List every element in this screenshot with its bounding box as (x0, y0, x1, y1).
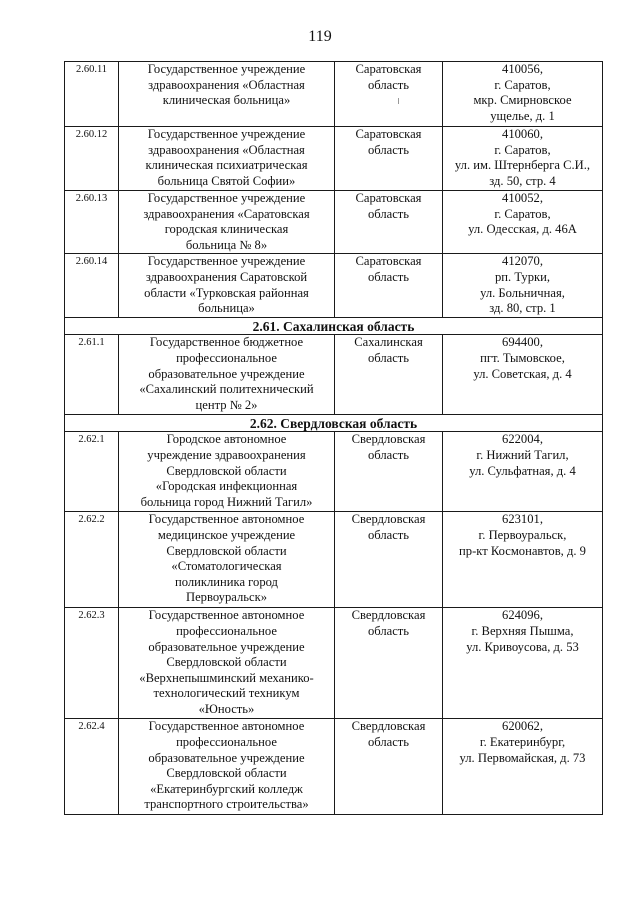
table-row (65, 254, 603, 318)
region-name: Саратовская область (335, 254, 443, 318)
row-number: 2.61.1 (65, 335, 119, 415)
row-number: 2.62.1 (65, 432, 119, 512)
region-name: Саратовская область (335, 127, 443, 191)
scan-mark (398, 98, 399, 104)
region-name: Свердловская область (335, 432, 443, 512)
address: 410056, г. Саратов, мкр. Смирновское ущелье, д. 1 (443, 62, 603, 127)
region-name: Сахалинская область (335, 335, 443, 415)
institutions-table (64, 61, 603, 815)
row-number: 2.62.3 (65, 608, 119, 719)
region-name: Саратовская область (355, 62, 422, 92)
address: 620062, г. Екатеринбург, ул. Первомайская, д. 73 (443, 719, 603, 815)
institution-name: Городское автономное учреждение здравоохранения Свердловской области «Городская инфекционная больница город Нижний Тагил» (119, 432, 335, 512)
address: 410052, г. Саратов, ул. Одесская, д. 46А (443, 191, 603, 254)
section-heading: 2.61. Сахалинская область (65, 318, 603, 335)
institution-name: Государственное бюджетное профессиональное образовательное учреждение «Сахалинский политехнический центр № 2» (119, 335, 335, 415)
region-cell (335, 62, 443, 127)
institution-name: Государственное учреждение здравоохранения «Областная клиническая психиатрическая больница Святой Софии» (119, 127, 335, 191)
row-number: 2.60.14 (65, 254, 119, 318)
row-number: 2.62.4 (65, 719, 119, 815)
address: 623101, г. Первоуральск, пр-кт Космонавтов, д. 9 (443, 512, 603, 608)
region-name: Свердловская область (335, 719, 443, 815)
row-number: 2.60.13 (65, 191, 119, 254)
table-row (65, 335, 603, 415)
table-row (65, 432, 603, 512)
institution-name: Государственное автономное профессиональное образовательное учреждение Свердловской области «Екатеринбургский колледж транспортного строительства» (119, 719, 335, 815)
row-number: 2.60.12 (65, 127, 119, 191)
region-name: Саратовская область (335, 191, 443, 254)
institution-name: Государственное автономное медицинское учреждение Свердловской области «Стоматологическая поликлиника город Первоуральск» (119, 512, 335, 608)
section-heading-row (65, 318, 603, 335)
table-row (65, 608, 603, 719)
row-number: 2.62.2 (65, 512, 119, 608)
table-row (65, 719, 603, 815)
institution-name: Государственное учреждение здравоохранения «Областная клиническая больница» (119, 62, 335, 127)
institution-name: Государственное учреждение здравоохранения «Саратовская городская клиническая больница № 8» (119, 191, 335, 254)
table-row (65, 512, 603, 608)
address: 410060, г. Саратов, ул. им. Штернберга С.И., зд. 50, стр. 4 (443, 127, 603, 191)
address: 622004, г. Нижний Тагил, ул. Сульфатная, д. 4 (443, 432, 603, 512)
address: 694400, пгт. Тымовское, ул. Советская, д. 4 (443, 335, 603, 415)
address: 624096, г. Верхняя Пышма, ул. Кривоусова, д. 53 (443, 608, 603, 719)
section-heading-row (65, 415, 603, 432)
region-name: Свердловская область (335, 512, 443, 608)
table-row (65, 62, 603, 127)
section-heading: 2.62. Свердловская область (65, 415, 603, 432)
address: 412070, рп. Турки, ул. Больничная, зд. 80, стр. 1 (443, 254, 603, 318)
table-row (65, 127, 603, 191)
institution-name: Государственное автономное профессиональное образовательное учреждение Свердловской области «Верхнепышминский механико- технологический техникум «Юность» (119, 608, 335, 719)
page-number: 119 (308, 28, 332, 45)
institution-name: Государственное учреждение здравоохранения Саратовской области «Турковская районная больница» (119, 254, 335, 318)
table-row (65, 191, 603, 254)
row-number: 2.60.11 (65, 62, 119, 127)
region-name: Свердловская область (335, 608, 443, 719)
